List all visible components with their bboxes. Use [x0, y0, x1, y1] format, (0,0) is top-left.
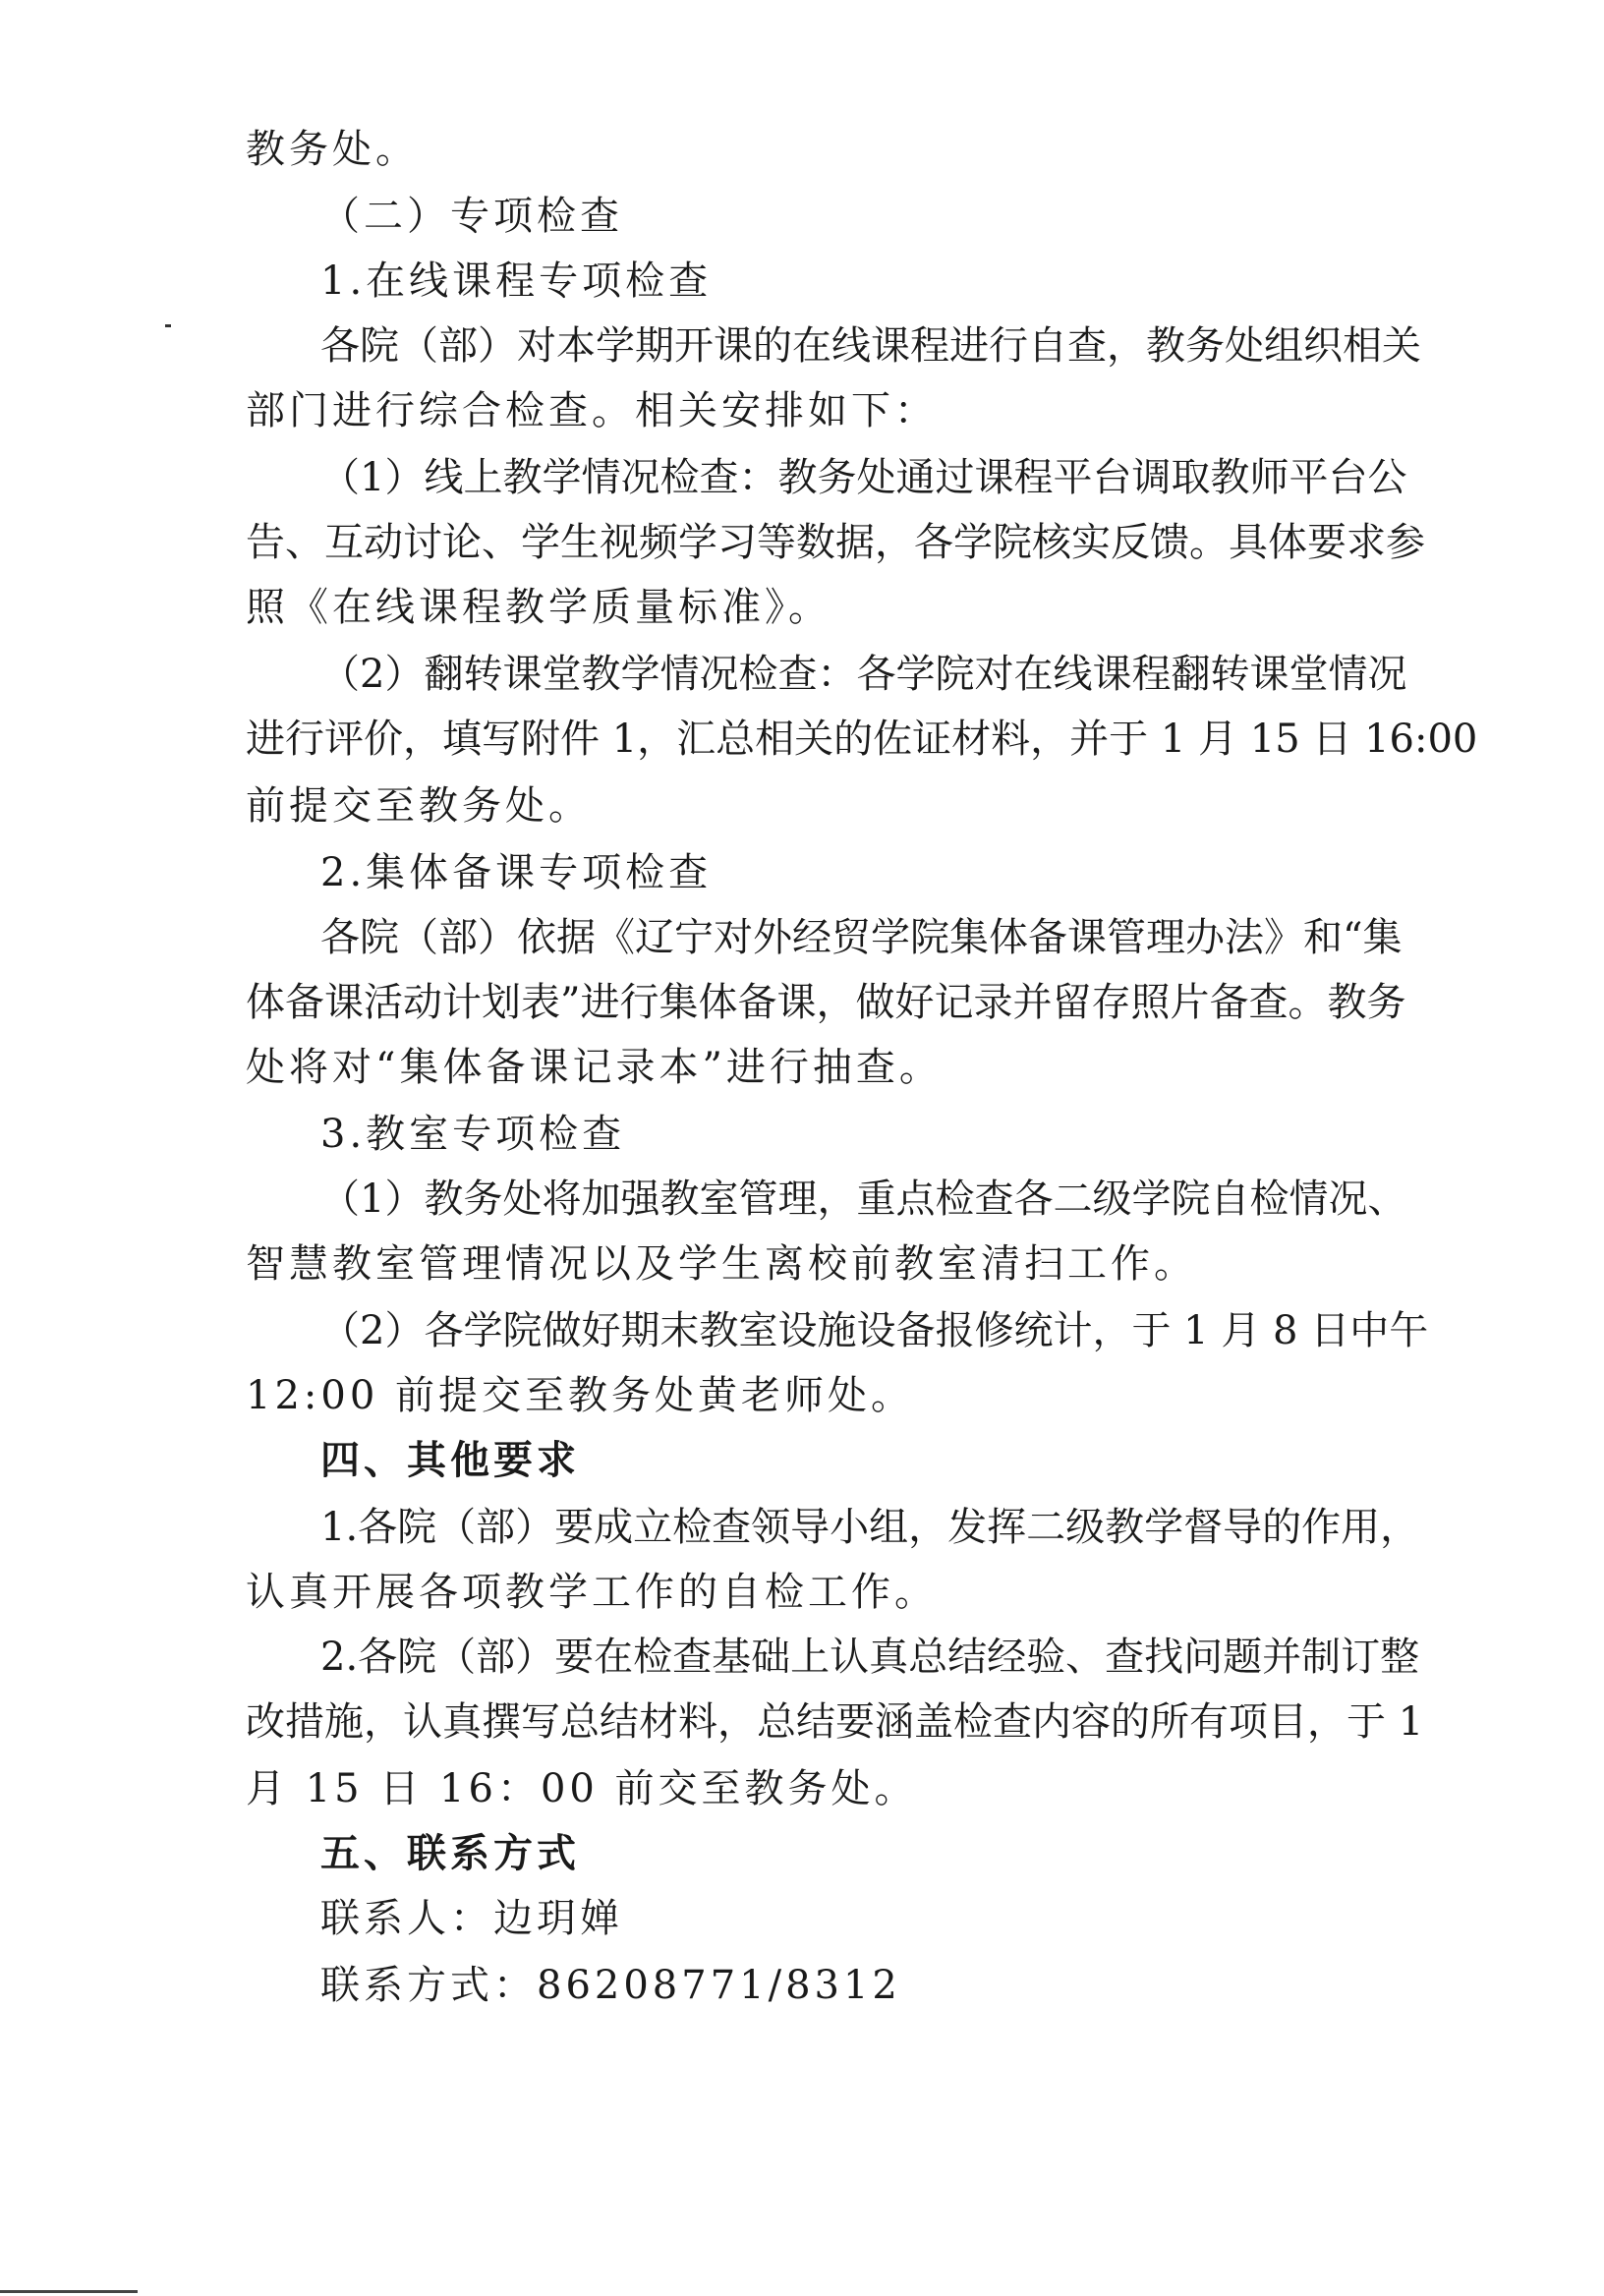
text-line-continuation: 教务处。	[246, 127, 419, 172]
paragraph-line: 认真开展各项教学工作的自检工作。	[246, 1570, 938, 1615]
paragraph-line: （2）各学院做好期末教室设施设备报修统计，于 1 月 8 日中午	[320, 1308, 1429, 1353]
paragraph-line: （2）翻转课堂教学情况检查：各学院对在线课程翻转课堂情况	[320, 652, 1407, 697]
subheading-classroom: 3.教室专项检查	[320, 1112, 626, 1157]
paragraph-line: 月 15 日 16：00 前交至教务处。	[246, 1766, 918, 1811]
subheading-collective-lesson-prep: 2.集体备课专项检查	[320, 850, 713, 895]
paragraph-line: 部门进行综合检查。相关安排如下：	[246, 388, 938, 433]
contact-person: 联系人：边玥婵	[320, 1896, 623, 1941]
paragraph-line: （1）线上教学情况检查：教务处通过课程平台调取教师平台公	[320, 455, 1407, 500]
contact-phone: 联系方式：86208771/8312	[320, 1963, 901, 2008]
paragraph-line: 改措施，认真撰写总结材料，总结要涵盖检查内容的所有项目，于 1	[246, 1699, 1424, 1745]
subheading-online-course: 1.在线课程专项检查	[320, 258, 713, 304]
section-heading-other-requirements: 四、其他要求	[320, 1437, 580, 1483]
scan-edge-mark	[0, 2290, 138, 2293]
paragraph-line: （1）教务处将加强教室管理，重点检查各二级学院自检情况、	[320, 1177, 1407, 1222]
paragraph-line: 进行评价，填写附件 1，汇总相关的佐证材料，并于 1 月 15 日 16:00	[246, 717, 1478, 762]
scan-speck	[165, 324, 171, 327]
paragraph-line: 12:00 前提交至教务处黄老师处。	[246, 1373, 914, 1418]
paragraph-line: 告、互动讨论、学生视频学习等数据，各学院核实反馈。具体要求参	[246, 520, 1425, 565]
paragraph-line: 前提交至教务处。	[246, 783, 592, 829]
paragraph-line: 各院（部）对本学期开课的在线课程进行自查，教务处组织相关	[320, 323, 1421, 369]
paragraph-line: 2.各院（部）要在检查基础上认真总结经验、查找问题并制订整	[320, 1635, 1420, 1680]
paragraph-line: 处将对“集体备课记录本”进行抽查。	[246, 1045, 943, 1090]
paragraph-line: 照《在线课程教学质量标准》。	[246, 585, 831, 630]
paragraph-line: 各院（部）依据《辽宁对外经贸学院集体备课管理办法》和“集	[320, 915, 1403, 960]
section-heading-special-inspection: （二）专项检查	[320, 194, 623, 239]
paragraph-line: 智慧教室管理情况以及学生离校前教室清扫工作。	[246, 1241, 1197, 1287]
section-heading-contact: 五、联系方式	[320, 1830, 580, 1876]
paragraph-line: 1.各院（部）要成立检查领导小组，发挥二级教学督导的作用，	[320, 1505, 1420, 1550]
paragraph-line: 体备课活动计划表”进行集体备课，做好记录并留存照片备查。教务	[246, 980, 1406, 1025]
